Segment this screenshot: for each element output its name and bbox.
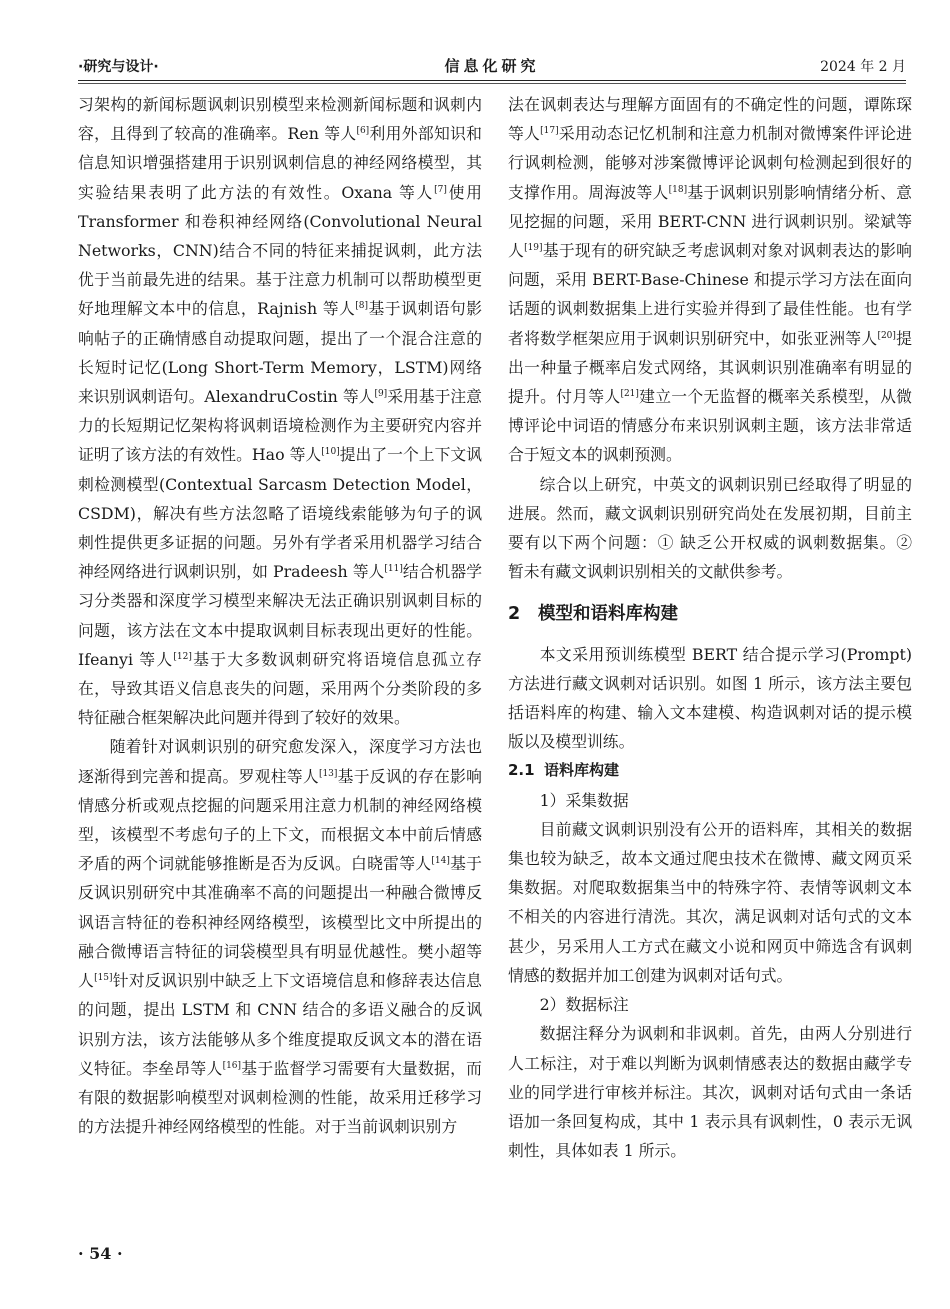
header-section: ·研究与设计·: [78, 59, 159, 75]
left-column: [78, 90, 482, 1141]
citation: [17]: [540, 126, 559, 137]
citation: [18]: [668, 184, 688, 195]
citation: [8]: [355, 301, 369, 312]
citation: [15]: [94, 973, 113, 984]
header-date: 2024 年 2 月: [820, 59, 906, 75]
paragraph: 综合以上研究，中英文的讽刺识别已经取得了明显的进展。然而，藏文讽刺识别研究尚处在发展初期，目前主要有以下两个问题：① 缺乏公开权威的讽刺数据集。② 暂未有藏文讽刺识别相关的文献供参考。: [508, 474, 912, 582]
list-item: 1）采集数据: [539, 790, 629, 810]
paragraph-continued: 习架构的新闻标题讽刺识别模型来检测新闻标题和讽刺内容，且得到了较高的准确率。Ren 等人[6]利用外部知识和信息知识增强搭建用于识别讽刺信息的神经网络模型，其实验结果表明了此方法的有效性。Oxana 等人[7]使用 Transformer 和卷积神经网络(Convolutional Neural Networks，CNN)结合不同的特征来捕捉讽刺，此方法优于当前最先进的结果。基于注意力机制可以帮助模型更好地理解文本中的信息，Rajnish 等人[8]基于讽刺语句影响帖子的正确情感自动提取问题，提出了一个混合注意的长短时记忆(Long Short-Term Memory，LSTM)网络来识别讽刺语句。AlexandruCostin 等人[9]采用基于注意力的长短期记忆架构将讽刺语境检测作为主要研究内容并证明了该方法的有效性。Hao 等人[10]提出了一个上下文讽刺检测模型(Contextual Sarcasm Detection Model，CSDM)，解决有些方法忽略了语境线索能够为句子的讽刺性提供更多证据的问题。另外有学者采用机器学习结合神经网络进行讽刺识别，如 Pradeesh 等人[11]结合机器学习分类器和深度学习模型来解决无法正确识别讽刺目标的问题，该方法在文本中提取讽刺目标表现出更好的性能。Ifeanyi 等人[12]基于大多数讽刺研究将语境信息孤立存在，导致其语义信息丧失的问题，采用两个分类阶段的多特征融合框架解决此问题并得到了较好的效果。: [78, 95, 482, 728]
page-number: · 54 ·: [78, 1244, 123, 1263]
citation: [11]: [384, 564, 403, 575]
paragraph: 目前藏文讽刺识别没有公开的语料库，其相关的数据集也较为缺乏，故本文通过爬虫技术在微博、藏文网页采集数据。对爬取数据集当中的特殊字符、表情等讽刺文本不相关的内容进行清洗。其次，满足讽刺对话句式的文本甚少，另采用人工方式在藏文小说和网页中筛选含有讽刺情感的数据并加工创建为讽刺对话句式。: [508, 819, 912, 985]
citation: [6]: [356, 126, 370, 137]
citation: [10]: [321, 447, 340, 458]
subsection-number: 2.1: [508, 761, 535, 780]
section-number: 2: [508, 604, 521, 625]
citation: [13]: [318, 768, 338, 779]
list-item: 2）数据标注: [539, 995, 629, 1015]
citation: [14]: [431, 856, 450, 867]
header-rule: [78, 83, 906, 84]
citation: [16]: [222, 1060, 242, 1071]
subsection-heading: [508, 756, 912, 785]
running-header: [78, 52, 906, 81]
paragraph: 本文采用预训练模型 BERT 结合提示学习(Prompt)方法进行藏文讽刺对话识别。如图 1 所示，该方法主要包括语料库的构建、输入文本建模、构造讽刺对话的提示模版以及模型训练。: [508, 644, 912, 752]
right-column: [508, 90, 912, 1165]
header-journal: 信息化研究: [444, 57, 540, 75]
citation: [12]: [173, 651, 192, 662]
section-title: 模型和语料库构建: [538, 604, 678, 625]
citation: [20]: [877, 330, 896, 341]
paragraph: 数据注释分为讽刺和非讽刺。首先，由两人分别进行人工标注，对于难以判断为讽刺情感表达的数据由藏学专业的同学进行审核并标注。其次，讽刺对话句式由一条话语加一条回复构成，其中 1 表示具有讽刺性，0 表示无讽刺性，具体如表 1 所示。: [508, 1024, 912, 1161]
citation: [19]: [524, 243, 543, 254]
paragraph: 随着针对讽刺识别的研究愈发深入，深度学习方法也逐渐得到完善和提高。罗观柱等人[13]基于反讽的存在影响情感分析或观点挖掘的问题采用注意力机制的神经网络模型，该模型不考虑句子的上下文，而根据文本中前后情感矛盾的两个词就能够推断是否为反讽。白晓雷等人[14]基于反讽识别研究中其准确率不高的问题提出一种融合微博反讽语言特征的卷积神经网络模型，该模型比文中所提出的融合微博语言特征的词袋模型具有明显优越性。樊小超等人[15]针对反讽识别中缺乏上下文语境信息和修辞表达信息的问题，提出 LSTM 和 CNN 结合的多语义融合的反讽识别方法，该方法能够从多个维度提取反讽文本的潜在语义特征。李垒昂等人[16]基于监督学习需要有大量数据，而有限的数据影响模型对讽刺检测的性能，故采用迁移学习的方法提升神经网络模型的性能。对于当前讽刺识别方: [78, 737, 482, 1137]
paragraph-continued: 法在讽刺表达与理解方面固有的不确定性的问题，谭陈琛等人[17]采用动态记忆机制和注意力机制对微博案件评论进行讽刺检测，能够对涉案微博评论讽刺句检测起到很好的支撑作用。周海波等人[18]基于讽刺识别影响情绪分析、意见挖掘的问题，采用 BERT-CNN 进行讽刺识别。梁斌等人[19]基于现有的研究缺乏考虑讽刺对象对讽刺表达的影响问题，采用 BERT-Base-Chinese 和提示学习方法在面向话题的讽刺数据集上进行实验并得到了最佳性能。也有学者将数学框架应用于讽刺识别研究中，如张亚洲等人[20]提出一种量子概率启发式网络，其讽刺识别准确率有明显的提升。付月等人[21]建立一个无监督的概率关系模型，从微博评论中词语的情感分布来识别讽刺主题，该方法非常适合于短文本的讽刺预测。: [508, 95, 912, 465]
section-heading: [508, 600, 912, 629]
citation: [7]: [434, 184, 447, 195]
subsection-title: 语料库构建: [544, 761, 620, 780]
citation: [9]: [374, 389, 388, 400]
citation: [21]: [620, 389, 639, 400]
